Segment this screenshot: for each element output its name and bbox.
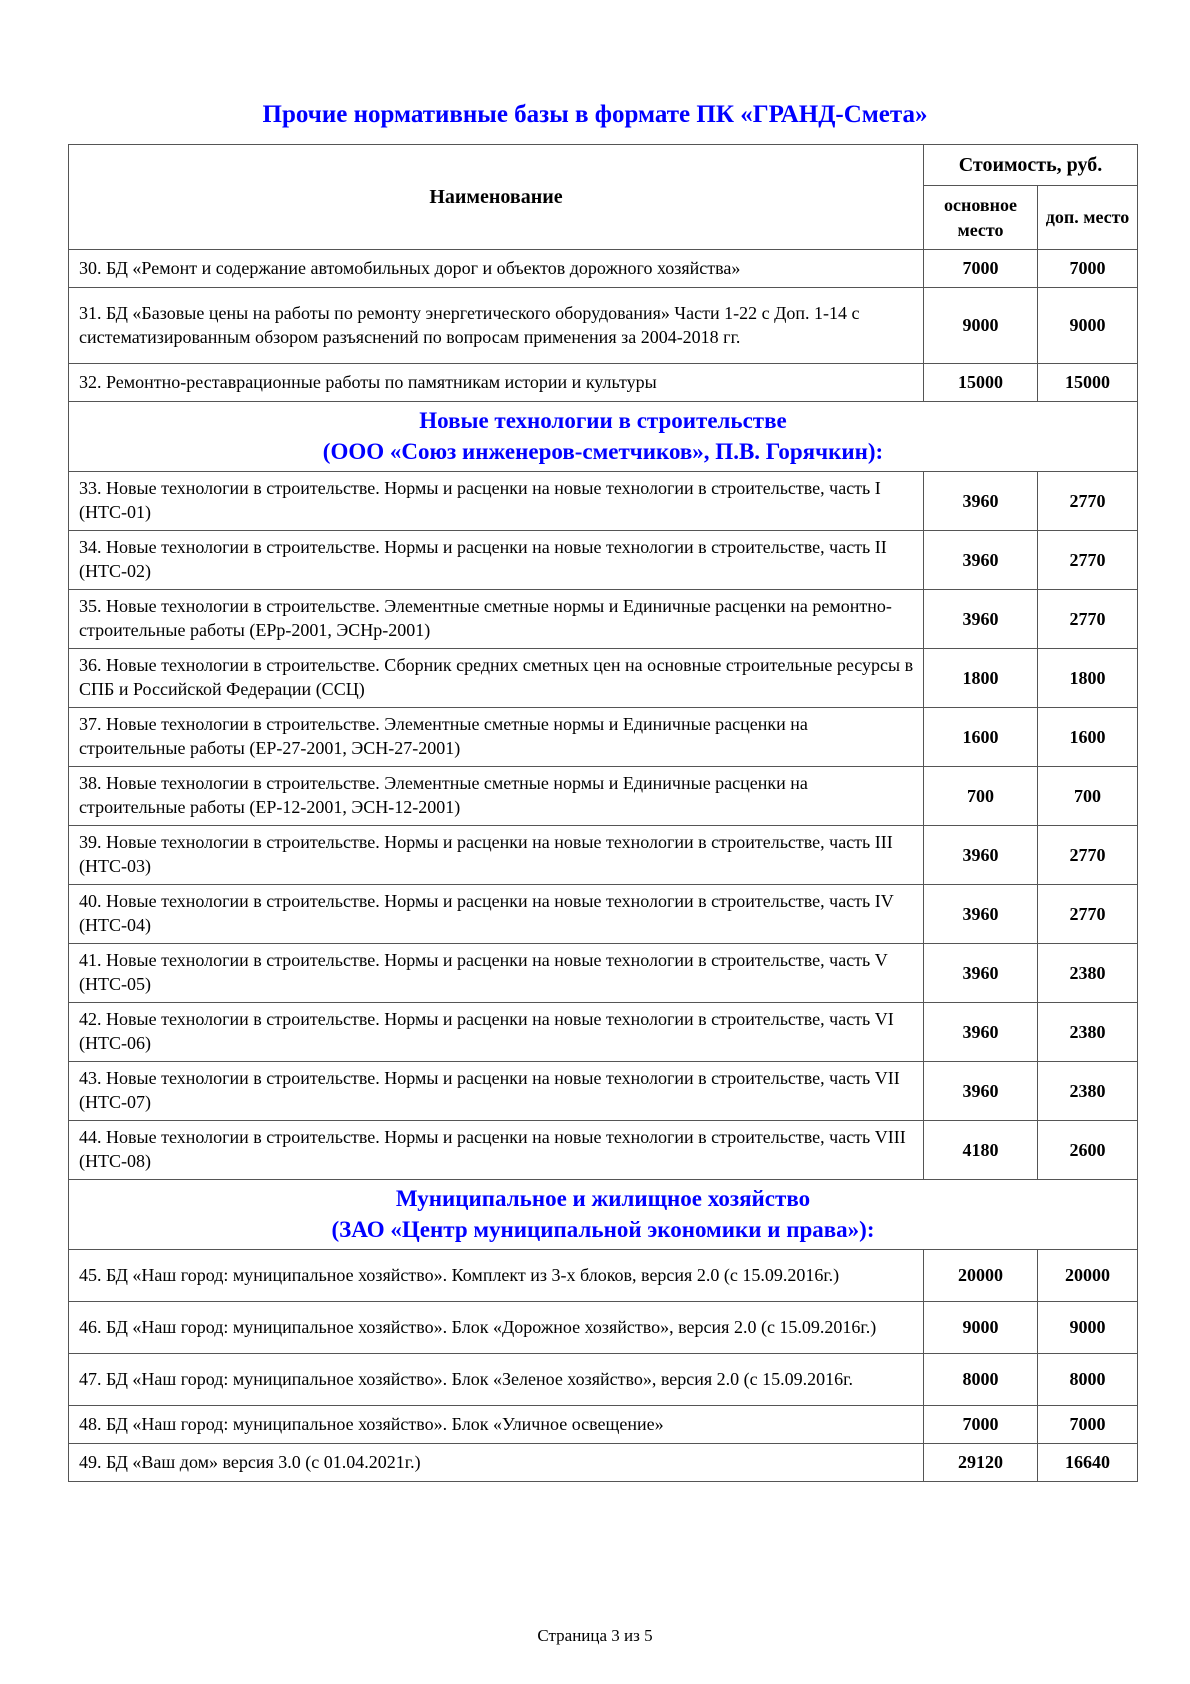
table-row (69, 1003, 1138, 1062)
price-main: 3960 (924, 826, 1038, 885)
section-subtitle: (ООО «Союз инженеров-сметчиков», П.В. Горячкин): (322, 439, 884, 464)
price-extra: 2770 (1038, 885, 1138, 944)
price-main: 700 (924, 767, 1038, 826)
price-main: 3960 (924, 1003, 1038, 1062)
page-title: Прочие нормативные базы в формате ПК «ГРАНД-Смета» (262, 101, 928, 128)
item-name: 36. Новые технологии в строительстве. Сборник средних сметных цен на основные строительные ресурсы в СПБ и Российской Федерации (ССЦ) (69, 649, 924, 708)
item-name: 30. БД «Ремонт и содержание автомобильных дорог и объектов дорожного хозяйства» (69, 250, 924, 288)
price-extra: 2770 (1038, 826, 1138, 885)
item-name: 34. Новые технологии в строительстве. Нормы и расценки на новые технологии в строительстве, часть II (НТС-02) (69, 531, 924, 590)
price-main: 9000 (924, 1302, 1038, 1354)
item-name: 46. БД «Наш город: муниципальное хозяйство». Блок «Дорожное хозяйство», версия 2.0 (с 15.09.2016г.) (69, 1302, 924, 1354)
item-name: 32. Ремонтно-реставрационные работы по памятникам истории и культуры (69, 364, 924, 402)
price-extra: 2770 (1038, 531, 1138, 590)
header-main-seat: основное место (924, 186, 1038, 250)
price-extra: 2600 (1038, 1121, 1138, 1180)
table-row (69, 590, 1138, 649)
table-row (69, 708, 1138, 767)
table-row (69, 531, 1138, 590)
table-row (69, 1354, 1138, 1406)
price-main: 3960 (924, 531, 1038, 590)
price-extra: 1800 (1038, 649, 1138, 708)
price-main: 15000 (924, 364, 1038, 402)
price-main: 8000 (924, 1354, 1038, 1406)
section-subtitle: (ЗАО «Центр муниципальной экономики и права»): (331, 1217, 875, 1242)
item-name: 31. БД «Базовые цены на работы по ремонту энергетического оборудования» Части 1-22 с Доп. 1-14 с систематизированным обзором разъяснений по вопросам применения за 2004-2018 гг. (69, 288, 924, 364)
price-extra: 2770 (1038, 590, 1138, 649)
item-name: 49. БД «Ваш дом» версия 3.0 (с 01.04.2021г.) (69, 1444, 924, 1482)
price-main: 7000 (924, 250, 1038, 288)
item-name: 48. БД «Наш город: муниципальное хозяйство». Блок «Уличное освещение» (69, 1406, 924, 1444)
table-row (69, 364, 1138, 402)
price-main: 3960 (924, 590, 1038, 649)
price-extra: 2380 (1038, 1062, 1138, 1121)
price-main: 3960 (924, 944, 1038, 1003)
price-main: 3960 (924, 885, 1038, 944)
item-name: 33. Новые технологии в строительстве. Нормы и расценки на новые технологии в строительстве, часть I (НТС-01) (69, 472, 924, 531)
price-extra: 16640 (1038, 1444, 1138, 1482)
section-heading-new-technologies (69, 402, 1138, 472)
section-heading-cell (69, 402, 1138, 472)
item-name: 43. Новые технологии в строительстве. Нормы и расценки на новые технологии в строительстве, часть VII (НТС-07) (69, 1062, 924, 1121)
table-row (69, 767, 1138, 826)
item-name: 44. Новые технологии в строительстве. Нормы и расценки на новые технологии в строительстве, часть VIII (НТС-08) (69, 1121, 924, 1180)
table-row (69, 1406, 1138, 1444)
price-main: 3960 (924, 472, 1038, 531)
price-extra: 700 (1038, 767, 1138, 826)
table-row (69, 1250, 1138, 1302)
item-name: 37. Новые технологии в строительстве. Элементные сметные нормы и Единичные расценки на строительные работы (ЕР-27-2001, ЭСН-27-2001) (69, 708, 924, 767)
price-extra: 2770 (1038, 472, 1138, 531)
price-extra: 20000 (1038, 1250, 1138, 1302)
price-main: 29120 (924, 1444, 1038, 1482)
price-main: 20000 (924, 1250, 1038, 1302)
price-main: 3960 (924, 1062, 1038, 1121)
section-heading-municipal-housing (69, 1180, 1138, 1250)
item-name: 35. Новые технологии в строительстве. Элементные сметные нормы и Единичные расценки на ремонтно-строительные работы (ЕРр-2001, ЭСНр-2001) (69, 590, 924, 649)
price-main: 1600 (924, 708, 1038, 767)
price-extra: 7000 (1038, 1406, 1138, 1444)
item-name: 39. Новые технологии в строительстве. Нормы и расценки на новые технологии в строительстве, часть III (НТС-03) (69, 826, 924, 885)
price-main: 1800 (924, 649, 1038, 708)
item-name: 45. БД «Наш город: муниципальное хозяйство». Комплект из 3-х блоков, версия 2.0 (с 15.09.2016г.) (69, 1250, 924, 1302)
price-main: 7000 (924, 1406, 1038, 1444)
price-extra: 15000 (1038, 364, 1138, 402)
page-number: Страница 3 из 5 (537, 1626, 653, 1645)
price-main: 4180 (924, 1121, 1038, 1180)
section-title: Муниципальное и жилищное хозяйство (395, 1186, 811, 1211)
table-row (69, 649, 1138, 708)
price-extra: 7000 (1038, 250, 1138, 288)
header-extra-seat: доп. место (1038, 186, 1138, 250)
item-name: 42. Новые технологии в строительстве. Нормы и расценки на новые технологии в строительстве, часть VI (НТС-06) (69, 1003, 924, 1062)
item-name: 47. БД «Наш город: муниципальное хозяйство». Блок «Зеленое хозяйство», версия 2.0 (с 15.09.2016г. (69, 1354, 924, 1406)
price-table (68, 144, 1138, 1482)
section-heading-cell (69, 1180, 1138, 1250)
table-row (69, 826, 1138, 885)
table-row (69, 250, 1138, 288)
item-name: 40. Новые технологии в строительстве. Нормы и расценки на новые технологии в строительстве, часть IV (НТС-04) (69, 885, 924, 944)
header-cost-group: Стоимость, руб. (924, 145, 1138, 186)
price-extra: 2380 (1038, 944, 1138, 1003)
section-title: Новые технологии в строительстве (419, 408, 787, 433)
table-row (69, 1062, 1138, 1121)
price-main: 9000 (924, 288, 1038, 364)
price-extra: 9000 (1038, 288, 1138, 364)
table-row (69, 288, 1138, 364)
table-row (69, 885, 1138, 944)
table-row (69, 1121, 1138, 1180)
price-extra: 1600 (1038, 708, 1138, 767)
table-row (69, 944, 1138, 1003)
table-row (69, 1302, 1138, 1354)
price-extra: 8000 (1038, 1354, 1138, 1406)
table-row (69, 472, 1138, 531)
item-name: 41. Новые технологии в строительстве. Нормы и расценки на новые технологии в строительстве, часть V (НТС-05) (69, 944, 924, 1003)
price-extra: 2380 (1038, 1003, 1138, 1062)
price-extra: 9000 (1038, 1302, 1138, 1354)
table-row (69, 1444, 1138, 1482)
item-name: 38. Новые технологии в строительстве. Элементные сметные нормы и Единичные расценки на строительные работы (ЕР-12-2001, ЭСН-12-2001) (69, 767, 924, 826)
header-name: Наименование (69, 145, 924, 250)
